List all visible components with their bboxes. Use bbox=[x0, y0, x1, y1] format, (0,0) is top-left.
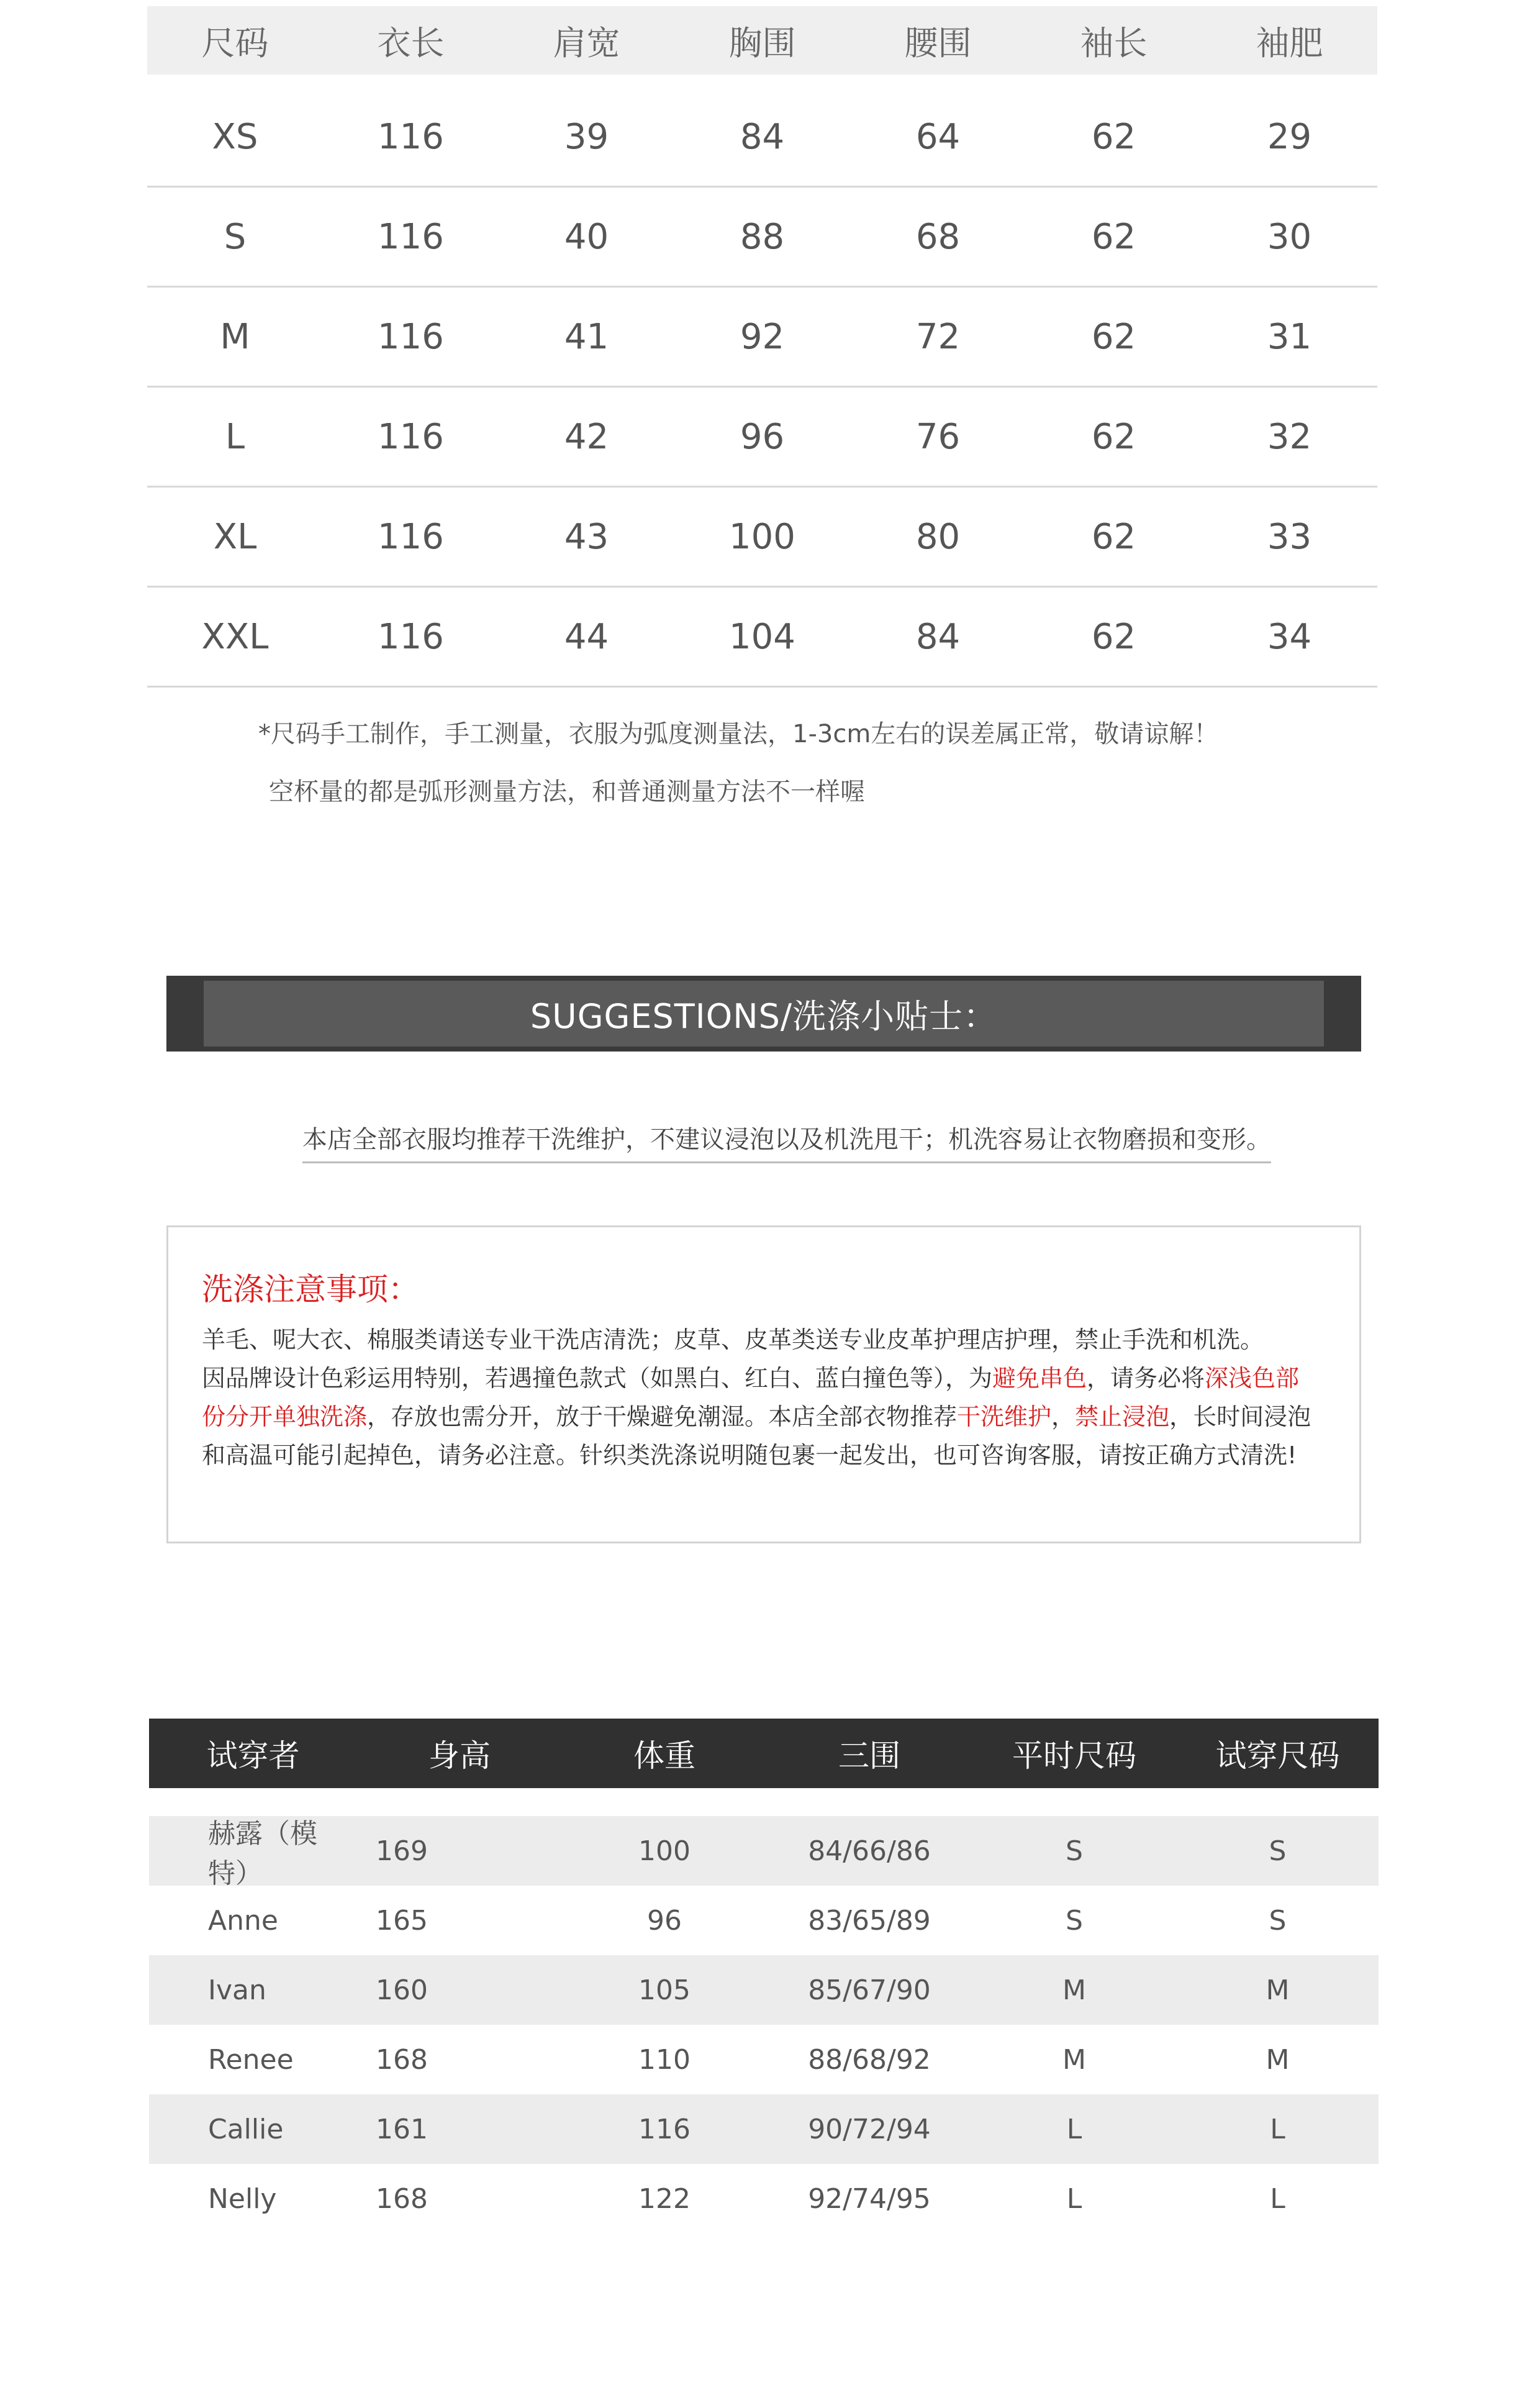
cell: 168 bbox=[376, 2043, 428, 2076]
cell: 169 bbox=[376, 1835, 428, 1867]
tryon-row bbox=[149, 2094, 1379, 2164]
header-height: 身高 bbox=[428, 1738, 491, 1774]
tryon-row bbox=[149, 2164, 1379, 2233]
header-length: 衣长 bbox=[377, 23, 445, 63]
measurement-note: *尺码手工制作，手工测量，衣服为弧度测量法，1-3cm左右的误差属正常，敬请谅解！ bbox=[258, 720, 1219, 748]
cell: 62 bbox=[1091, 216, 1136, 257]
cell: 122 bbox=[638, 2183, 691, 2215]
header-shoulder: 肩宽 bbox=[553, 23, 620, 63]
size-row bbox=[147, 188, 1377, 288]
cell: Ivan bbox=[208, 1974, 266, 2006]
cell: 赫露（模特） bbox=[208, 1818, 317, 1889]
header-size: 尺码 bbox=[201, 23, 269, 63]
cell: Renee bbox=[208, 2043, 294, 2076]
cell: XXL bbox=[201, 616, 269, 657]
tryon-row bbox=[149, 1955, 1379, 2025]
cell: S bbox=[1066, 1835, 1083, 1867]
cell: 100 bbox=[729, 516, 795, 557]
cell: 41 bbox=[564, 316, 609, 357]
care-line: 和高温可能引起掉色，请务必注意。针织类洗涤说明随包裹一起发出，也可咨询客服，请按正确方式清洗! bbox=[202, 1442, 1297, 1469]
cell: 90/72/94 bbox=[808, 2113, 931, 2145]
care-highlight: 深浅色部 bbox=[1205, 1365, 1300, 1392]
cell: S bbox=[1066, 1904, 1083, 1937]
tryon-table bbox=[149, 1719, 1379, 2233]
tryon-row bbox=[149, 2025, 1379, 2094]
cell: 29 bbox=[1267, 116, 1312, 157]
cell: 116 bbox=[378, 116, 444, 157]
cell: 100 bbox=[638, 1835, 691, 1867]
cell: 64 bbox=[915, 116, 961, 157]
tryon-table-body bbox=[149, 1816, 1379, 2233]
cell: L bbox=[1066, 2183, 1082, 2215]
cell: Nelly bbox=[208, 2183, 277, 2215]
care-text-segment: 因品牌设计色彩运用特别，若遇撞色款式（如黑白、红白、蓝白撞色等），为 bbox=[202, 1365, 993, 1392]
cell: 62 bbox=[1091, 116, 1136, 157]
cell: 104 bbox=[729, 616, 795, 657]
cell: 84 bbox=[915, 616, 961, 657]
cell: 116 bbox=[638, 2113, 691, 2145]
cell: 83/65/89 bbox=[808, 1904, 931, 1937]
cell: 72 bbox=[915, 316, 961, 357]
cell: 105 bbox=[638, 1974, 691, 2006]
size-row bbox=[147, 488, 1377, 588]
cell: 110 bbox=[638, 2043, 691, 2076]
cell: 168 bbox=[376, 2183, 428, 2215]
cell: L bbox=[1066, 2113, 1082, 2145]
cell: 96 bbox=[647, 1904, 682, 1937]
care-highlight: 干洗维护 bbox=[957, 1403, 1052, 1430]
cell: 165 bbox=[376, 1904, 428, 1937]
cell: 92 bbox=[740, 316, 785, 357]
cell: 62 bbox=[1091, 416, 1136, 457]
header-tried-size: 试穿尺码 bbox=[1215, 1738, 1340, 1774]
washing-advice: 本店全部衣服均推荐干洗维护，不建议浸泡以及机洗甩干；机洗容易让衣物磨损和变形。 bbox=[302, 1120, 1271, 1163]
cell: M bbox=[220, 316, 250, 357]
cell: 30 bbox=[1267, 216, 1312, 257]
care-line bbox=[202, 1359, 1320, 1397]
header-usual-size: 平时尺码 bbox=[1012, 1738, 1136, 1774]
size-row bbox=[147, 288, 1377, 388]
cell: S bbox=[224, 216, 247, 257]
cell: L bbox=[225, 416, 245, 457]
measurement-note-2: 空杯量的都是弧形测量方法，和普通测量方法不一样喔 bbox=[269, 778, 865, 806]
size-row bbox=[147, 388, 1377, 488]
cell: 44 bbox=[564, 616, 609, 657]
cell: M bbox=[1062, 1974, 1086, 2006]
cell: 85/67/90 bbox=[808, 1974, 931, 2006]
cell: S bbox=[1269, 1904, 1287, 1937]
tryon-row bbox=[149, 1886, 1379, 1955]
care-instructions-box bbox=[166, 1225, 1361, 1543]
header-tester: 试穿者 bbox=[206, 1738, 300, 1774]
cell: 96 bbox=[740, 416, 785, 457]
care-line: 羊毛、呢大衣、棉服类请送专业干洗店清洗；皮草、皮革类送专业皮革护理店护理，禁止手洗和机洗。 bbox=[202, 1326, 1264, 1353]
header-bust: 胸围 bbox=[728, 23, 796, 63]
care-text-segment: ， bbox=[1051, 1403, 1076, 1430]
cell: 76 bbox=[915, 416, 961, 457]
size-row bbox=[147, 588, 1377, 688]
cell: 160 bbox=[376, 1974, 428, 2006]
care-highlight: 避免串色 bbox=[992, 1365, 1087, 1392]
tryon-table-header bbox=[149, 1719, 1379, 1788]
care-line bbox=[202, 1397, 1320, 1436]
care-text-segment: ，长时间浸泡 bbox=[1169, 1403, 1311, 1430]
cell: 62 bbox=[1091, 316, 1136, 357]
cell: 116 bbox=[378, 316, 444, 357]
care-highlight: 份分开单独洗涤 bbox=[202, 1403, 368, 1430]
cell: Anne bbox=[208, 1904, 278, 1937]
cell: L bbox=[1270, 2183, 1285, 2215]
care-title: 洗涤注意事项： bbox=[202, 1271, 419, 1307]
cell: M bbox=[1266, 2043, 1290, 2076]
cell: 88 bbox=[740, 216, 785, 257]
cell: M bbox=[1062, 2043, 1086, 2076]
header-sleeve-width: 袖肥 bbox=[1256, 23, 1323, 63]
cell: 62 bbox=[1091, 616, 1136, 657]
cell: 31 bbox=[1267, 316, 1312, 357]
cell: 42 bbox=[564, 416, 609, 457]
cell: M bbox=[1266, 1974, 1290, 2006]
cell: 62 bbox=[1091, 516, 1136, 557]
cell: 80 bbox=[915, 516, 961, 557]
care-highlight: 禁止浸泡 bbox=[1075, 1403, 1170, 1430]
care-text bbox=[202, 1320, 1320, 1474]
cell: 116 bbox=[378, 416, 444, 457]
cell: XL bbox=[213, 516, 257, 557]
care-text-segment: ，存放也需分开，放于干燥避免潮湿。本店全部衣物推荐 bbox=[367, 1403, 958, 1430]
tryon-row bbox=[149, 1816, 1379, 1889]
suggestions-banner bbox=[166, 976, 1361, 1052]
cell: 43 bbox=[564, 516, 609, 557]
size-row bbox=[147, 88, 1377, 188]
header-measurements: 三围 bbox=[838, 1738, 900, 1774]
size-table-body bbox=[147, 88, 1377, 688]
cell: 68 bbox=[915, 216, 961, 257]
cell: S bbox=[1269, 1835, 1287, 1867]
cell: 161 bbox=[376, 2113, 428, 2145]
cell: 40 bbox=[564, 216, 609, 257]
suggestions-title: SUGGESTIONS/洗涤小贴士： bbox=[204, 981, 1324, 1047]
cell: Callie bbox=[208, 2113, 284, 2145]
header-weight: 体重 bbox=[633, 1738, 695, 1774]
care-text-segment: ，请务必将 bbox=[1087, 1365, 1205, 1392]
cell: 34 bbox=[1267, 616, 1312, 657]
cell: 84 bbox=[740, 116, 785, 157]
cell: 84/66/86 bbox=[808, 1835, 931, 1867]
cell: L bbox=[1270, 2113, 1285, 2145]
cell: XS bbox=[212, 116, 258, 157]
cell: 116 bbox=[378, 516, 444, 557]
cell: 116 bbox=[378, 216, 444, 257]
cell: 92/74/95 bbox=[808, 2183, 931, 2215]
header-sleeve-length: 袖长 bbox=[1080, 23, 1148, 63]
header-waist: 腰围 bbox=[904, 23, 972, 63]
cell: 116 bbox=[378, 616, 444, 657]
cell: 32 bbox=[1267, 416, 1312, 457]
size-table-header bbox=[147, 6, 1377, 75]
cell: 88/68/92 bbox=[808, 2043, 931, 2076]
cell: 39 bbox=[564, 116, 609, 157]
size-table bbox=[147, 6, 1377, 688]
cell: 33 bbox=[1267, 516, 1312, 557]
